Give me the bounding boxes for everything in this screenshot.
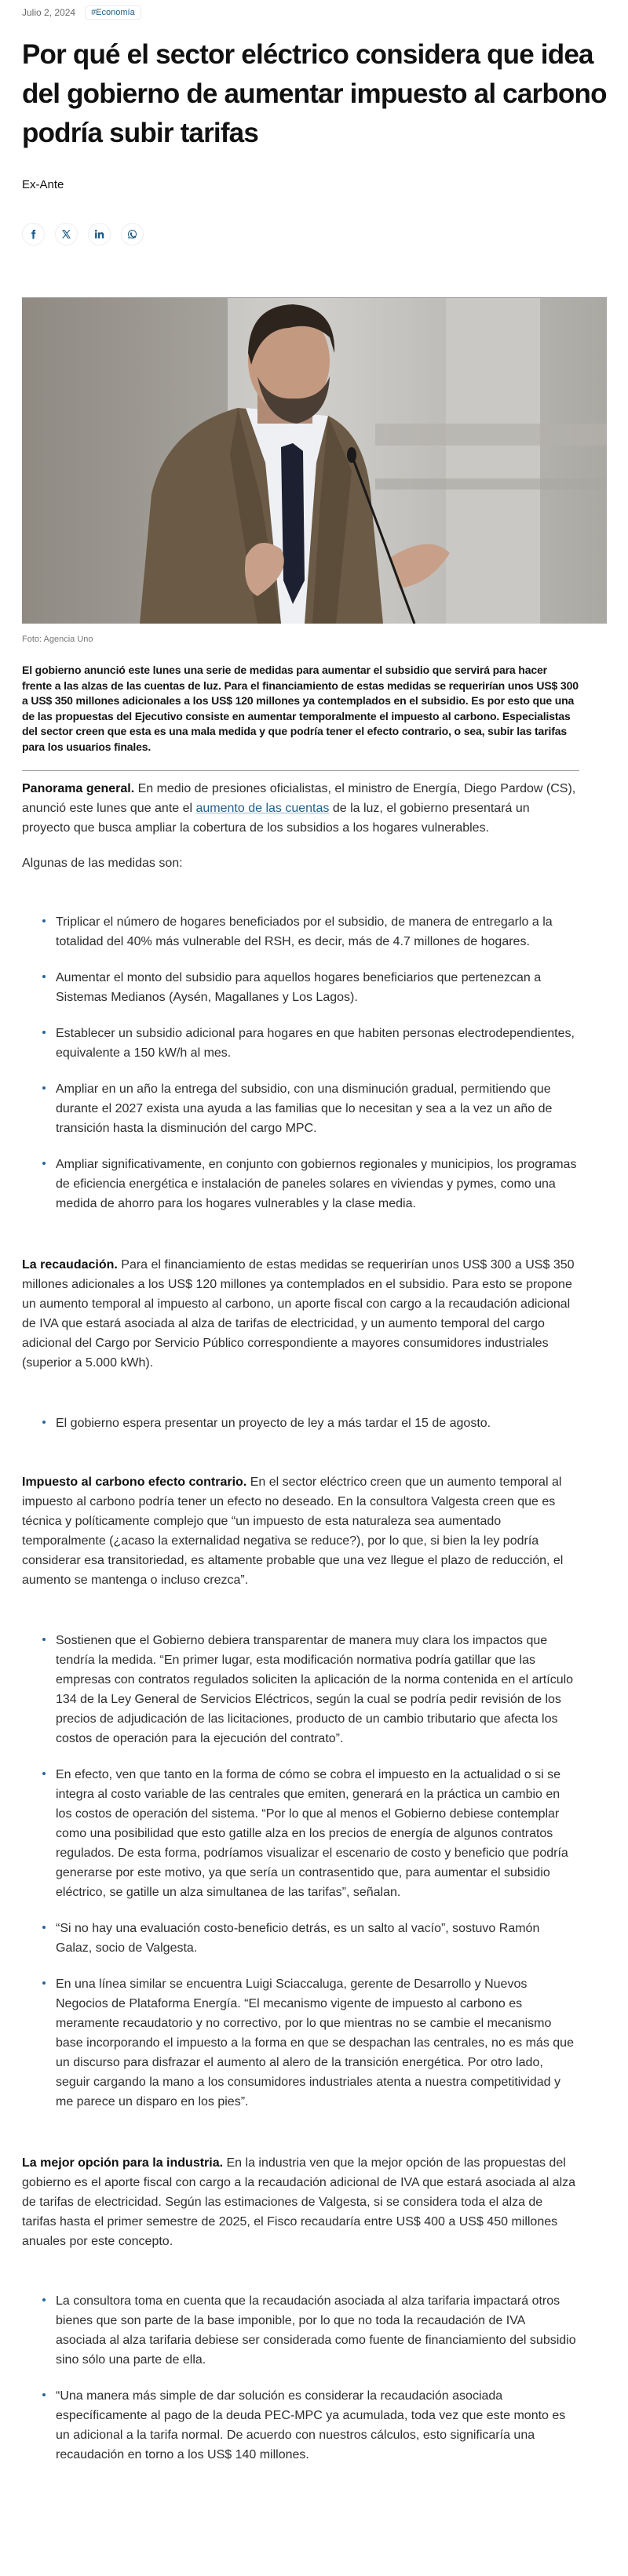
article xyxy=(0,5,628,2465)
x-icon xyxy=(61,229,71,239)
bullet-icon xyxy=(42,919,46,922)
lede-divider xyxy=(22,770,579,771)
category-tag[interactable]: #Economía xyxy=(85,5,141,20)
list-item xyxy=(56,1765,577,1902)
hero-image xyxy=(22,297,607,624)
recaudacion-list xyxy=(22,1414,613,1433)
facebook-icon xyxy=(28,229,38,239)
paragraph-text: Para el financiamiento de estas medidas se requerirían unos US$ 300 a US$ 350 millones adicionales a los US$ 120 millones ya contemplados en el subsidio. Para esto se propone un aumento temporal al impuesto al carbono, un aporte fiscal con cargo a la recaudación adicional de IVA que estará asociada al alza de tarifas de electricidad, y un aumento temporal del cargo adicional del Cargo por Servicio Público correspondiente a mayores consumidores industriales (superior a 5.000 kWh). xyxy=(22,1258,575,1370)
bullet-icon xyxy=(42,1086,46,1090)
article-lede: El gobierno anunció este lunes una serie de medidas para aumentar el subsidio que servirá para hacer frente a las alzas de las cuentas de luz. Para el financiamiento de estas medidas se requerirían unos US$ 300 a US$ 350 millones adicionales a los US$ 120 millones ya contemplados en el subsidio. Es por esto que una de las propuestas del Ejecutivo consiste en aumentar temporalmente el impuesto al carbono. Especialistas del sector creen que esta es una mala medida y que podría tener el efecto contrario, o sea, subir las tarifas para los usuarios finales. xyxy=(22,664,579,753)
list-item-text: La consultora toma en cuenta que la recaudación asociada al alza tarifaria impactará otros bienes que son parte de la base imponible, por lo que no toda la recaudación de IVA asociada al alza tarifaria debiese ser considerada como fuente de financiamiento del subsidio sino sólo una parte de ella. xyxy=(56,2294,576,2367)
list-item-text: Triplicar el número de hogares beneficiados por el subsidio, de manera de entregarlo a la totalidad del 40% más vulnerable del RSH, es decir, más de 4.7 millones de hogares. xyxy=(56,915,553,948)
list-item xyxy=(56,1024,577,1063)
list-item-text: “Si no hay una evaluación costo-beneficio detrás, es un salto al vacío”, sostuvo Ramón Galaz, socio de Valgesta. xyxy=(56,1922,540,1955)
impuesto-paragraph xyxy=(22,1472,579,1590)
list-item-text: Ampliar significativamente, en conjunto con gobiernos regionales y municipios, los programas de eficiencia energética e instalación de paneles solares en viviendas y pymes, como una medida de ahorro para los hogares vulnerables y la clase media. xyxy=(56,1158,577,1210)
list-item-text: Sostienen que el Gobierno debiera transparentar de manera muy clara los impactos que tendría la medida. “En primer lugar, esta modificación normativa podría gatillar que las empresas con contratos regulados soliciten la aplicación de la norma contenida en el artículo 134 de la Ley General de Servicios Eléctricos, según la cual se podría pedir revisión de los precios de adjudicación de las licitaciones, producto de un cambio tributario que afecta los costos de operación para la ejecución del contrato”. xyxy=(56,1634,574,1745)
bullet-icon xyxy=(42,1031,46,1034)
paragraph-text: En medio de presiones oficialistas, el ministro de Energía, Diego Pardow (CS), anunció este lunes que ante el xyxy=(22,782,576,815)
share-facebook-button[interactable] xyxy=(22,223,45,246)
list-item-text: En una línea similar se encuentra Luigi Sciaccaluga, gerente de Desarrollo y Nuevos Negocios de Plataforma Energía. “El mecanismo vigente de impuesto al carbono es meramente recaudatorio y no correctivo, por lo que mientras no se cambie el mecanismo base incorporando el impuesto a la forma en que se despachan las centrales, no es más que un discurso para disfrazar el aumento al alero de la transición energética. Por otro lado, seguir cargando la mano a los consumidores industriales atenta a nuestra competitividad y me parece un disparo en los pies”. xyxy=(56,1977,574,2108)
list-item xyxy=(56,1414,577,1433)
impuesto-list xyxy=(22,1631,613,2112)
image-caption: Foto: Agencia Uno xyxy=(22,635,93,644)
photo-minister-speaking xyxy=(22,298,607,624)
whatsapp-icon xyxy=(127,229,137,239)
bullet-icon xyxy=(42,2298,46,2301)
bullet-icon xyxy=(42,975,46,978)
section-lead: Impuesto al carbono efecto contrario. xyxy=(22,1475,247,1489)
share-linkedin-button[interactable] xyxy=(88,223,111,246)
list-item xyxy=(56,2386,577,2465)
list-item xyxy=(56,1079,577,1138)
list-item-text: “Una manera más simple de dar solución es considerar la recaudación asociada específicamente al pago de la deuda PEC-MPC ya acumulada, toda vez que este monto es un adicional a la tarifa normal. De acuerdo con nuestros cálculos, esto significaría una recaudación en torno a los US$ 140 millones. xyxy=(56,2389,566,2461)
list-item xyxy=(56,1631,577,1748)
list-item-text: Establecer un subsidio adicional para hogares en que habiten personas electrodependientes, equivalente a 150 kW/h al mes. xyxy=(56,1027,575,1060)
paragraph-text: En la industria ven que la mejor opción de las propuestas del gobierno es el aporte fiscal con cargo a la recaudación adicional de IVA que estará asociada al alza de tarifas de electricidad. Según las estimaciones de Valgesta, si se considera toda el alza de tarifas hasta el primer semestre de 2025, el Fisco recaudaría entre US$ 400 a US$ 450 millones anuales por este concepto. xyxy=(22,2156,576,2248)
share-x-button[interactable] xyxy=(55,223,78,246)
recaudacion-paragraph xyxy=(22,1255,579,1373)
bullet-icon xyxy=(42,1638,46,1641)
aumento-cuentas-link[interactable]: aumento de las cuentas xyxy=(195,802,330,815)
list-item-text: En efecto, ven que tanto en la forma de cómo se cobra el impuesto en la actualidad o si se integra al costo variable de las centrales que emiten, generará en la práctica un cambio en los costos de operación del sistema. “Por lo que al menos el Gobierno debiese contemplar como una posibilidad que esto gatille alza en los precios de energía de algunos contratos regulados. De esta forma, podríamos visualizar el escenario de costo y beneficio que podría generarse por este motivo, ya que sería un contrasentido que, para aumentar el subsidio eléctrico, se gatille un alza simultanea de las tarifas”, señalan. xyxy=(56,1768,568,1899)
paragraph-text: En el sector eléctrico creen que un aumento temporal al impuesto al carbono podría tener un efecto no deseado. En la consultora Valgesta creen que es técnica y políticamente complejo que “un impuesto de esta naturaleza sea aumentado temporalmente (¿acaso la externalidad negativa se reduce?), por lo que, si bien la ley podría considerar esa transitoriedad, es altamente probable que una vez llegue el plazo de reducción, el aumento se mantenga o incluso crezca”. xyxy=(22,1475,564,1587)
share-whatsapp-button[interactable] xyxy=(121,223,144,246)
bullet-icon xyxy=(42,1162,46,1165)
bullet-icon xyxy=(42,2393,46,2396)
mejor-opcion-list xyxy=(22,2291,613,2465)
panorama-paragraph xyxy=(22,779,579,838)
medidas-list xyxy=(22,912,613,1213)
author: Ex-Ante xyxy=(22,178,64,191)
list-item xyxy=(56,1919,577,1958)
list-item xyxy=(56,912,577,951)
paragraph-text: de la luz, el gobierno presentará un proyecto que busca ampliar la cobertura de los subsidios a los hogares vulnerables. xyxy=(22,802,530,835)
bullet-icon xyxy=(42,1421,46,1424)
list-item-text: Aumentar el monto del subsidio para aquellos hogares beneficiarios que pertenezcan a Sistemas Medianos (Aysén, Magallanes y Los Lagos). xyxy=(56,971,542,1004)
medidas-intro: Algunas de las medidas son: xyxy=(22,857,183,870)
share-bar xyxy=(22,223,628,246)
list-item xyxy=(56,1155,577,1213)
bullet-icon xyxy=(42,1772,46,1775)
list-item-text: Ampliar en un año la entrega del subsidio, con una disminución gradual, permitiendo que durante el 2027 exista una ayuda a las familias que lo necesitan y sea a la vez un año de transición hasta la disminución del cargo MPC. xyxy=(56,1082,553,1135)
section-lead: La recaudación. xyxy=(22,1258,118,1272)
article-title: Por qué el sector eléctrico considera que idea del gobierno de aumentar impuesto al carbono podría subir tarifas xyxy=(22,39,607,148)
linkedin-icon xyxy=(94,229,104,239)
publish-date: Julio 2, 2024 xyxy=(22,7,76,18)
article-meta xyxy=(22,5,628,20)
section-lead: La mejor opción para la industria. xyxy=(22,2156,224,2170)
section-lead: Panorama general. xyxy=(22,782,135,795)
list-item xyxy=(56,968,577,1007)
list-item-text: El gobierno espera presentar un proyecto de ley a más tardar el 15 de agosto. xyxy=(56,1417,491,1430)
list-item xyxy=(56,2291,577,2370)
bullet-icon xyxy=(42,1926,46,1929)
mejor-opcion-paragraph xyxy=(22,2153,579,2251)
bullet-icon xyxy=(42,1981,46,1985)
list-item xyxy=(56,1974,577,2112)
